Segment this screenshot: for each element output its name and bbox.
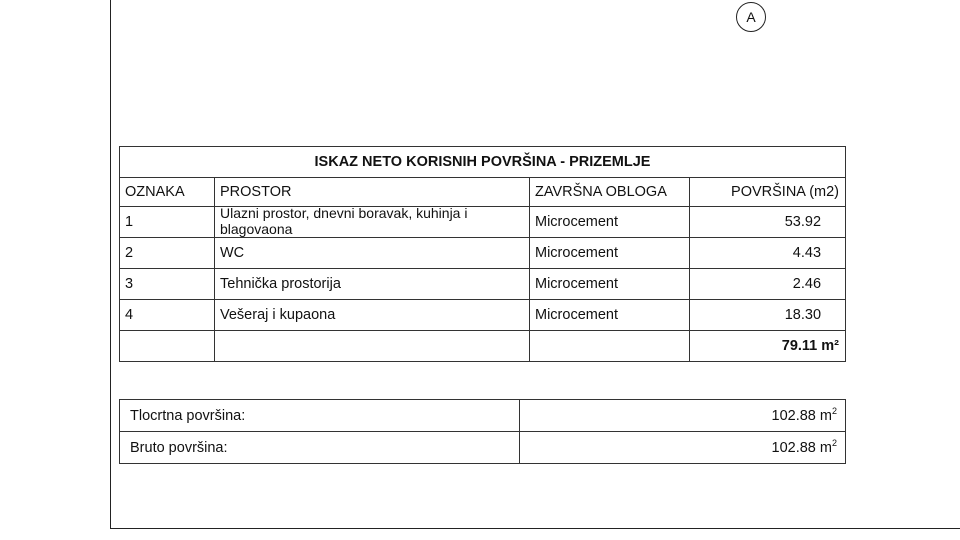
table-title: ISKAZ NETO KORISNIH POVRŠINA - PRIZEMLJE — [120, 147, 846, 178]
row-room: Tehnička prostorija — [215, 269, 530, 300]
header-prostor: PROSTOR — [215, 178, 530, 207]
row-area: 53.92 — [690, 207, 846, 238]
table-row — [120, 300, 846, 331]
row-finish: Microcement — [530, 207, 690, 238]
summary-table — [119, 399, 846, 464]
gross-area-row — [120, 432, 846, 464]
row-area: 4.43 — [690, 238, 846, 269]
floor-area-value: 102.88 $m^2$ — [520, 400, 846, 432]
row-finish: Microcement — [530, 238, 690, 269]
row-room: Vešeraj i kupaona — [215, 300, 530, 331]
row-id: 2 — [120, 238, 215, 269]
row-room: Ulazni prostor, dnevni boravak, kuhinja i blagovaona — [215, 207, 530, 238]
table-total-row — [120, 331, 846, 362]
row-id: 1 — [120, 207, 215, 238]
row-finish: Microcement — [530, 269, 690, 300]
gross-area-label: Bruto površina: — [120, 432, 520, 464]
header-povrsina: POVRŠINA (m2) — [690, 178, 846, 207]
total-area: 79.11 m² — [690, 331, 846, 362]
gross-area-value: 102.88 $m^2$ — [520, 432, 846, 464]
row-area: 2.46 — [690, 269, 846, 300]
table-row — [120, 269, 846, 300]
table-row — [120, 207, 846, 238]
floor-area-label: Tlocrtna površina: — [120, 400, 520, 432]
row-id: 4 — [120, 300, 215, 331]
row-finish: Microcement — [530, 300, 690, 331]
net-area-table — [119, 146, 846, 362]
header-zavrsna-obloga: ZAVRŠNA OBLOGA — [530, 178, 690, 207]
floor-area-row — [120, 400, 846, 432]
row-area: 18.30 — [690, 300, 846, 331]
row-id: 3 — [120, 269, 215, 300]
header-oznaka: OZNAKA — [120, 178, 215, 207]
table-header-row — [120, 178, 846, 207]
grid-axis-marker: A — [736, 2, 766, 32]
table-row — [120, 238, 846, 269]
row-room: WC — [215, 238, 530, 269]
